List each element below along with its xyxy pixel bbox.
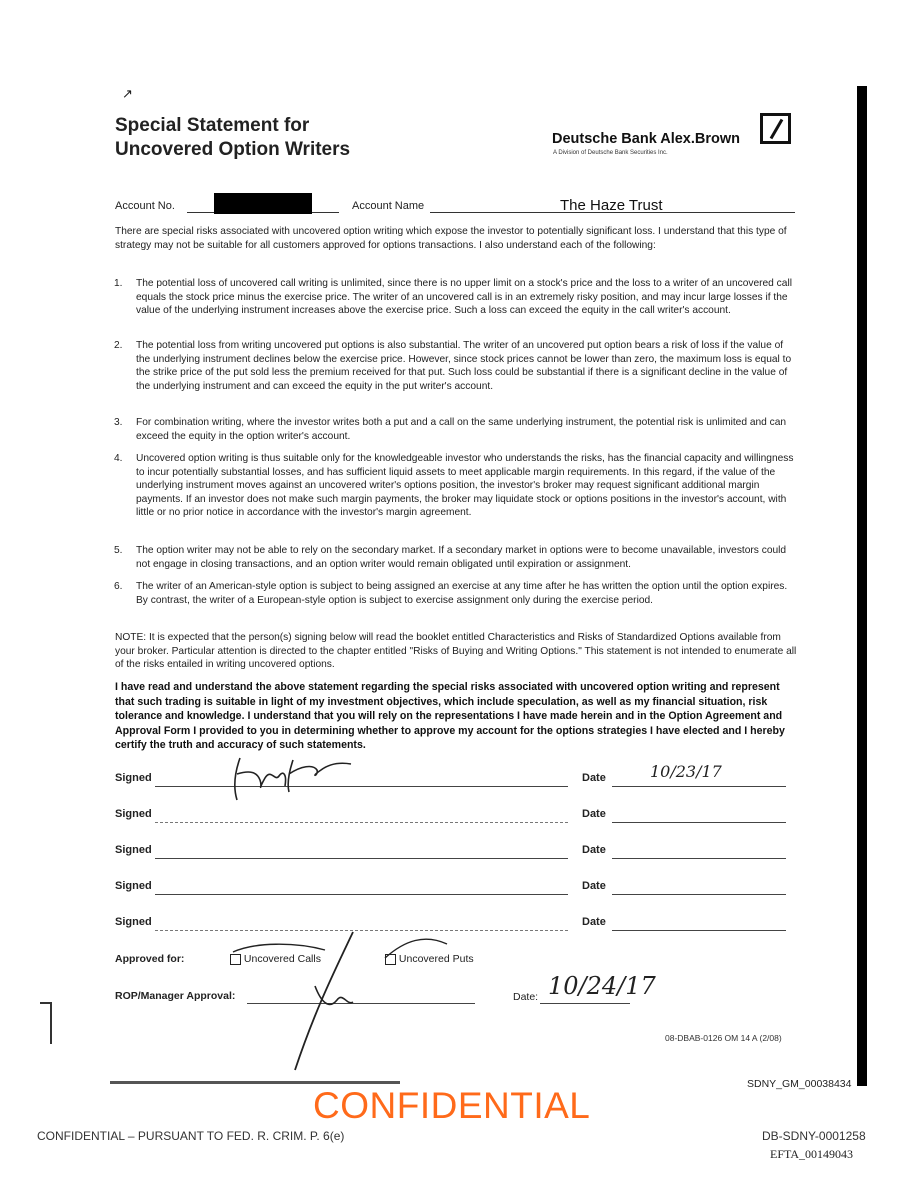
risk-item-1: [115, 277, 798, 318]
item-number: 5.: [114, 545, 123, 556]
signed-label-5: Signed: [115, 916, 152, 928]
bates-sdny: SDNY_GM_00038434: [747, 1078, 852, 1090]
date-label-2: Date: [582, 808, 606, 820]
approval-date-label: Date:: [513, 991, 539, 1003]
account-name-label: Account Name: [352, 200, 425, 212]
account-no-redaction: [214, 193, 312, 214]
confidential-stamp: CONFIDENTIAL: [313, 1085, 591, 1126]
signature-line-4[interactable]: [155, 893, 568, 895]
handwritten-approval-date: 10/24/17: [548, 972, 656, 1000]
deutsche-bank-logo-icon: [760, 113, 791, 144]
bank-name: Deutsche Bank Alex.Brown: [552, 131, 741, 147]
risk-item-4: [115, 452, 798, 520]
item-number: 1.: [114, 278, 123, 289]
acknowledgement-paragraph: I have read and understand the above statement regarding the special risks associated with uncovered option writing and represent that such trading is suitable in light of my investment objectives, which include speculation, as well as my financial situation, risk tolerance and knowledge. I understand that you will rely on the representations I have made herein and in the Option Agreement and Approval Form I provided to you in determining whether to approve my account for the options strategies I have elected and I hereby certify the truth and accuracy of such statements.: [115, 681, 785, 752]
account-name-value: The Haze Trust: [560, 197, 663, 214]
rop-approval-label: ROP/Manager Approval:: [115, 990, 236, 1002]
signature-line-3[interactable]: [155, 857, 568, 859]
note-paragraph: NOTE: It is expected that the person(s) signing below will read the booklet entitled Characteristics and Risks of Standardized Options available from your broker. Particular attention is directed to the chapter entitled "Risks of Buying and Writing Options." This statement is not intended to enumerate all of the risks entailed in writing uncovered options.: [115, 632, 797, 671]
signed-label-4: Signed: [115, 880, 152, 892]
item-text: Uncovered option writing is thus suitable only for the knowledgeable investor who understands the risks, has the financial capacity and willingness to incur potentially substantial losses, and has sufficient liquid assets to meet applicable margin requirements. In this regard, if the value of the underlying instrument moves against an uncovered writer's options position, the investor's broker may request significant additional margin payments. If an investor does not make such margin payments, the broker may liquidate stock or options positions in the investor's account, with little or no prior notice in accordance with the investor's margin agreement.: [136, 453, 794, 519]
handwritten-approval-marks: [225, 930, 665, 1080]
form-number: 08-DBAB-0126 OM 14 A (2/08): [665, 1033, 782, 1043]
uncovered-puts-label: Uncovered Puts: [398, 953, 474, 965]
title-line-2: Uncovered Option Writers: [115, 139, 351, 160]
approved-for-label: Approved for:: [115, 953, 185, 965]
scan-corner-mark: [40, 1002, 52, 1044]
signed-label-3: Signed: [115, 844, 152, 856]
stray-mark-icon: ↗: [122, 86, 133, 101]
handwritten-signature: [205, 752, 365, 802]
footer-right: DB-SDNY-0001258: [762, 1129, 866, 1143]
bank-subtitle: A Division of Deutsche Bank Securities Inc.: [553, 150, 668, 156]
date-line-4[interactable]: [612, 893, 786, 895]
item-number: 3.: [114, 417, 123, 428]
account-no-label: Account No.: [115, 200, 175, 212]
date-label-1: Date: [582, 772, 606, 784]
item-number: 6.: [114, 581, 123, 592]
risk-item-3: [115, 416, 798, 443]
footer-left: CONFIDENTIAL – PURSUANT TO FED. R. CRIM. P. 6(e): [37, 1129, 345, 1143]
efta-number: EFTA_00149043: [770, 1147, 854, 1161]
document-title: [115, 114, 350, 162]
date-line-3[interactable]: [612, 857, 786, 859]
uncovered-calls-label: Uncovered Calls: [243, 953, 321, 965]
risk-item-2: [115, 339, 798, 393]
item-text: The potential loss of uncovered call writing is unlimited, since there is no upper limit on a stock's price and the loss to a writer of an uncovered call equals the stock price minus the exercise price. The writer of an uncovered call is in an extremely risky position, and may incur large losses if the value of the underlying instrument increases above the exercise price. Such a loss can exceed the equity in the call writer's account.: [136, 278, 792, 317]
date-line-2[interactable]: [612, 821, 786, 823]
intro-paragraph: There are special risks associated with uncovered option writing which expose the investor to potentially significant loss. I understand that this type of strategy may not be suitable for all customers approved for options transactions. I also understand each of the following:: [115, 226, 787, 251]
handwritten-date-1: 10/23/17: [650, 762, 722, 781]
item-text: For combination writing, where the investor writes both a put and a call on the same underlying instrument, the potential risk is unlimited and can exceed the equity in the option writer's account.: [136, 417, 787, 442]
risk-item-6: [115, 580, 798, 607]
signed-label-2: Signed: [115, 808, 152, 820]
item-number: 4.: [114, 453, 123, 464]
scan-edge-bar: [857, 86, 867, 1086]
title-line-1: Special Statement for: [115, 115, 310, 136]
date-label-4: Date: [582, 880, 606, 892]
item-text: The potential loss from writing uncovered put options is also substantial. The writer of an uncovered put option bears a risk of loss if the value of the underlying instrument declines below the exercise price. However, since stock prices cannot be lower than zero, the maximum loss is equal to the strike price of the put sold less the premium received for that put. Such loss could be substantial if there is a significant decline in the value of the underlying instrument and can exceed the equity in the put writer's account.: [136, 340, 792, 392]
item-text: The option writer may not be able to rely on the secondary market. If a secondary market in options were to become unavailable, investors could not engage in closing transactions, and an option writer would remain obligated until expiration or assignment.: [136, 545, 787, 570]
signed-label-1: Signed: [115, 772, 152, 784]
date-label-3: Date: [582, 844, 606, 856]
item-text: The writer of an American-style option is subject to being assigned an exercise at any time after he has written the option until the option expires. By contrast, the writer of a European-style option is subject to exercise assignment only during the exercise period.: [136, 581, 788, 606]
date-line-1[interactable]: [612, 785, 786, 787]
date-label-5: Date: [582, 916, 606, 928]
item-number: 2.: [114, 340, 123, 351]
risk-item-5: [115, 544, 798, 571]
signature-line-2[interactable]: [155, 821, 568, 823]
bottom-rule: [110, 1080, 400, 1084]
